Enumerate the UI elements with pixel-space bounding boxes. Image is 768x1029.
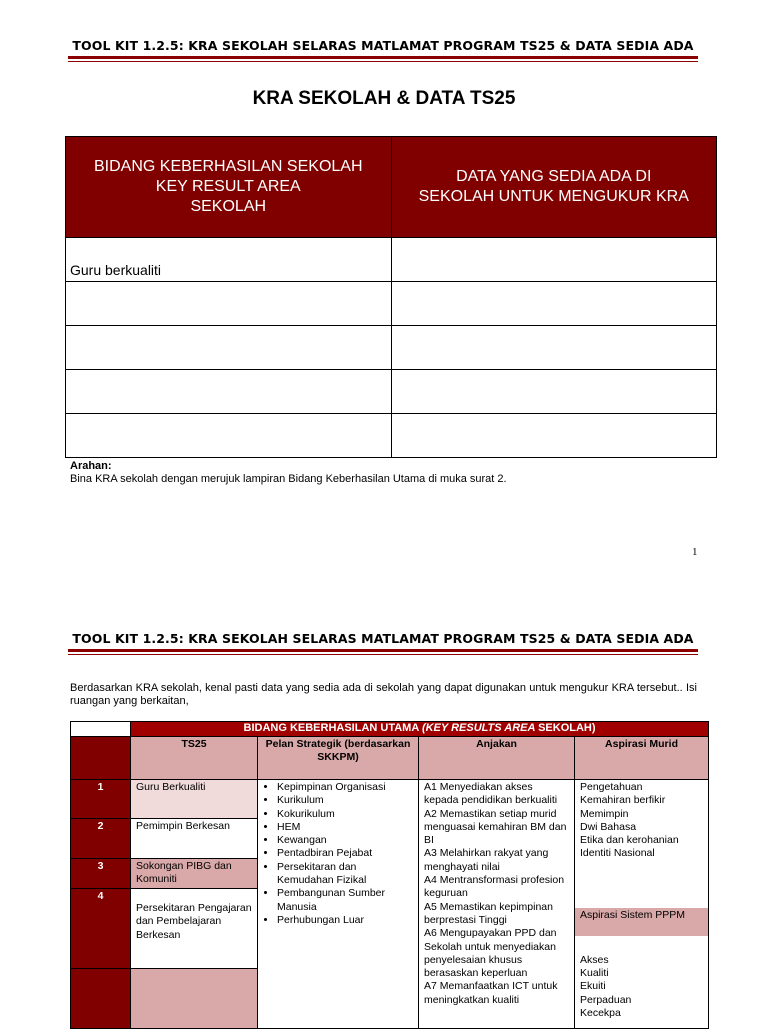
anjakan-cell — [419, 780, 575, 1029]
anjakan-item: A2 Memastikan setiap murid menguasai kemahiran BM dan BI — [424, 807, 567, 847]
aspirasi-item: Etika dan kerohanian — [580, 834, 679, 847]
band-italic: (KEY RESULTS AREA — [421, 722, 539, 734]
data-cell[interactable] — [391, 326, 717, 370]
page1-header: TOOL KIT 1.2.5: KRA SEKOLAH SELARAS MATLAMAT PROGRAM TS25 & DATA SEDIA ADA — [72, 38, 694, 53]
instructions — [70, 460, 507, 486]
ts25-header: TS25 — [131, 737, 258, 780]
page-title: KRA SEKOLAH & DATA TS25 — [252, 88, 516, 109]
ts25-cell — [131, 969, 258, 1029]
ts25-cell: Guru Berkualiti — [131, 780, 258, 819]
pelan-item: • Kepimpinan Organisasi — [277, 781, 413, 794]
anjakan-item: A6 Mengupayakan PPD dan Sekolah untuk menyediakan penyelesaian khusus berasaskan keperluan — [424, 927, 557, 980]
data-col-header — [391, 137, 717, 238]
aspirasi-item: Dwi Bahasa — [580, 820, 637, 833]
aspirasi-item: Memimpin — [580, 807, 629, 820]
row-number: 1 — [71, 780, 131, 819]
ts25-cell: Pemimpin Berkesan — [131, 819, 258, 859]
anjakan-item: A3 Melahirkan rakyat yang menghayati nilai — [424, 847, 549, 873]
aspirasi-sistem-label: Aspirasi Sistem PPPM — [575, 908, 708, 936]
page2-header: TOOL KIT 1.2.5: KRA SEKOLAH SELARAS MATLAMAT PROGRAM TS25 & DATA SEDIA ADA — [72, 631, 694, 646]
row-number: 3 — [71, 859, 131, 889]
ts25-text: Persekitaran Pengajaran dan Pembelajaran Berkesan — [136, 902, 252, 941]
kra-table — [65, 136, 717, 458]
aspirasi-item: Pengetahuan — [580, 781, 643, 793]
pelan-item: • Perhubungan Luar — [277, 914, 413, 927]
data-col-header-line: DATA YANG SEDIA ADA DI — [456, 168, 652, 185]
table-row — [66, 282, 717, 326]
data-cell[interactable] — [391, 370, 717, 414]
table-band-title — [131, 722, 709, 737]
aspirasi-sistem-item: Ekuiti — [580, 980, 606, 993]
pelan-header: Pelan Strategik (berdasarkan SKKPM) — [258, 737, 419, 780]
band-text: BIDANG KEBERHASILAN UTAMA — [243, 722, 422, 734]
kra-cell[interactable] — [66, 414, 392, 458]
data-cell[interactable] — [391, 414, 717, 458]
kra-cell[interactable]: Guru berkualiti — [66, 238, 392, 282]
pelan-cell — [258, 780, 419, 1029]
pelan-item: • HEM — [277, 821, 413, 834]
aspirasi-sistem-item: Akses — [580, 953, 609, 966]
anjakan-header: Anjakan — [419, 737, 575, 780]
kra-cell[interactable] — [66, 326, 392, 370]
num-header — [71, 737, 131, 780]
anjakan-item: A7 Memanfaatkan ICT untuk meningkatkan kualiti — [424, 980, 558, 1006]
pelan-item: • Kewangan — [277, 834, 413, 847]
table-row — [66, 238, 717, 282]
page-number: 1 — [692, 546, 698, 558]
row-number: 4 — [71, 889, 131, 969]
aspirasi-item: Kemahiran berfikir — [580, 794, 666, 807]
header-rule — [68, 56, 698, 62]
row-number — [71, 969, 131, 1029]
aspirasi-sistem-item: Kualiti — [580, 967, 609, 980]
data-col-header-line: SEKOLAH UNTUK MENGUKUR KRA — [418, 188, 689, 205]
aspirasi-item: Identiti Nasional — [580, 847, 655, 860]
aspirasi-cell — [575, 780, 709, 1029]
anjakan-item: A1 Menyediakan akses kepada pendidikan berkualiti — [424, 781, 558, 807]
header-rule — [68, 649, 698, 655]
ts25-cell: Sokongan PIBG dan Komuniti — [131, 859, 258, 889]
aspirasi-sistem-item: Perpaduan — [580, 993, 632, 1006]
ts25-cell — [131, 889, 258, 969]
anjakan-item: A5 Memastikan kepimpinan berprestasi Tinggi — [424, 900, 553, 926]
kra-col-header-line: SEKOLAH — [190, 198, 267, 215]
table-row — [66, 370, 717, 414]
aspirasi-sistem-item: Kecekpa — [580, 1006, 621, 1019]
kra-cell[interactable] — [66, 370, 392, 414]
kra-col-header — [66, 137, 392, 238]
pelan-item: • Persekitaran dan Kemudahan Fizikal — [277, 861, 413, 888]
data-cell[interactable] — [391, 282, 717, 326]
key-results-table — [70, 721, 709, 1029]
intro-text: Berdasarkan KRA sekolah, kenal pasti data yang sedia ada di sekolah yang dapat digunakan untuk mengukur KRA tersebut.. Isi ruangan yang berkaitan, — [70, 682, 697, 707]
kra-col-header-line: KEY RESULT AREA — [155, 178, 301, 195]
instructions-label: Arahan: — [70, 460, 112, 472]
kra-cell[interactable] — [66, 282, 392, 326]
pelan-item: • Kokurikulum — [277, 808, 413, 821]
data-cell[interactable] — [391, 238, 717, 282]
anjakan-item: A4 Mentransformasi profesion keguruan — [424, 874, 565, 900]
pelan-item: • Pentadbiran Pejabat — [277, 847, 413, 860]
pelan-item: • Pembangunan Sumber Manusia — [277, 887, 413, 914]
aspirasi-header: Aspirasi Murid — [575, 737, 709, 780]
row-number: 2 — [71, 819, 131, 859]
table-row — [66, 326, 717, 370]
instructions-text: Bina KRA sekolah dengan merujuk lampiran Bidang Keberhasilan Utama di muka surat 2. — [70, 473, 507, 485]
table-row — [66, 414, 717, 458]
pelan-item: • Kurikulum — [277, 794, 413, 807]
kra-col-header-line: BIDANG KEBERHASILAN SEKOLAH — [93, 158, 363, 175]
band-text: SEKOLAH) — [538, 722, 596, 734]
